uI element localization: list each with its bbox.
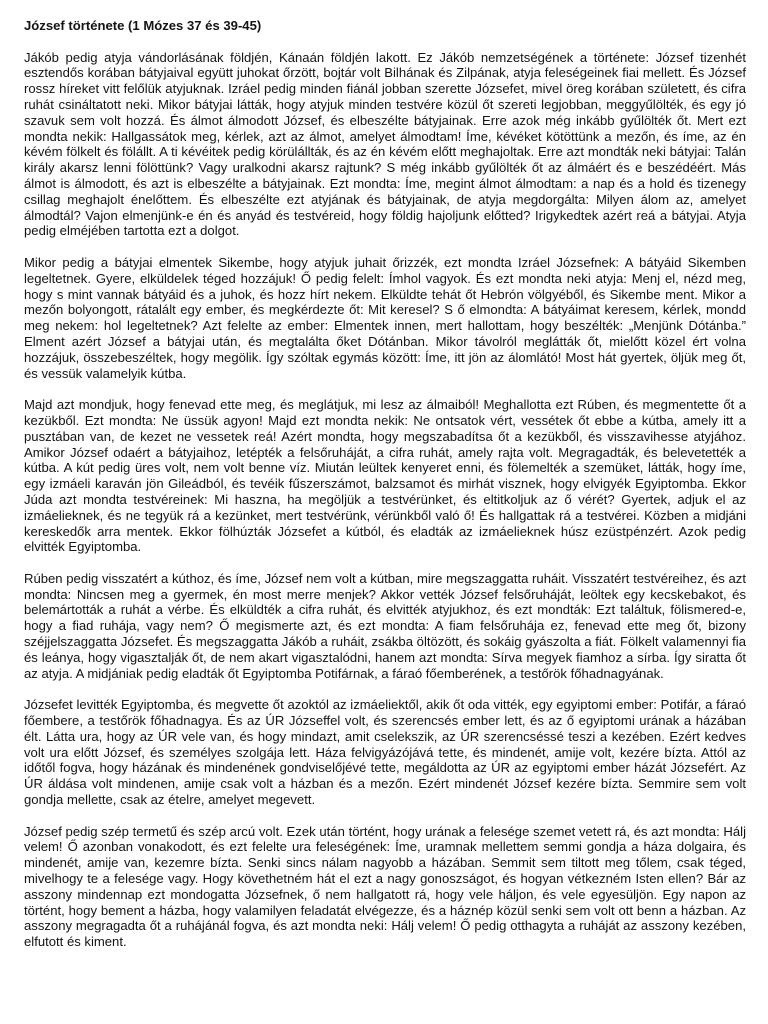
document-page <box>24 18 746 966</box>
paragraph-6: József pedig szép termetű és szép arcú volt. Ezek után történt, hogy urának a felesége szemet vetett rá, és azt mondta: Hálj velem! Ő azonban vonakodott, és ezt felelte ura feleségének: Íme, uramnak mellettem semmi gondja a háza dolgaira, és mindenét, amije van, kezemre bízta. Senki sincs nálam nagyobb a házában. Semmit sem tiltott meg tőlem, csak téged, mivelhogy te a felesége vagy. Hogy követhetném hát el ezt a nagy gonoszságot, és hogyan vétkezném Isten ellen? Bár az asszony mindennap ezt mondogatta Józsefnek, ő nem hallgatott rá, hogy vele háljon, és vele egyesüljön. Egy napon az történt, hogy bement a házba, hogy valamilyen feladatát elvégezze, és a háznép közül senki sem volt ott benn a házban. Az asszony megragadta őt a ruhájánál fogva, és azt mondta neki: Hálj velem! Ő pedig otthagyta a ruháját az asszony kezében, elfutott és kiment. <box>24 823 746 950</box>
paragraph-3: Majd azt mondjuk, hogy fenevad ette meg, és meglátjuk, mi lesz az álmaiból! Meghallotta ezt Rúben, és megmentette őt a kezükből. Ezt mondta: Ne üssük agyon! Majd ezt mondta nekik: Ne ontsatok vért, vessétek őt ebbe a kútba, amely itt a pusztában van, de kezet ne vessetek reá! Azért mondta, hogy megszabadítsa őt a kezükből, és visszavihesse atyjához. Amikor József odaért a bátyjaihoz, letépték a felsőruháját, a cifra ruhát, amely rajta volt. Megragadták, és belevetették a kútba. A kút pedig üres volt, nem volt benne víz. Miután leültek kenyeret enni, és fölemelték a szemüket, látták, hogy íme, egy izmáeli karaván jön Gileádból, és tevéik fűszerszámot, balzsamot és mirhát visznek, hogy elvigyék Egyiptomba. Ekkor Júda azt mondta testvéreinek: Mi haszna, ha megöljük a testvérünket, és eltitkoljuk az ő vérét? Gyertek, adjuk el az izmáelieknek, és ne tegyük rá a kezünket, mert testvérünk, vérünkből való ő! És hallgattak rá a testvérei. Közben a midjáni kereskedők arra mentek. Ekkor fölhúzták Józsefet a kútból, és eladták az izmáelieknek húsz ezüstpénzért. Azok pedig elvitték Egyiptomba. <box>24 397 746 555</box>
paragraph-1: Jákób pedig atyja vándorlásának földjén, Kánaán földjén lakott. Ez Jákób nemzetségének a története: József tizenhét esztendős korában bátyjaival együtt juhokat őrzött, bojtár volt Bilhának és Zilpának, atyja feleségeinek fiai mellett. És József rossz híreket vitt felőlük atyjuknak. Izráel pedig minden fiánál jobban szerette Józsefet, mivel öreg korában született, és cifra ruhát csináltatott neki. Mikor bátyjai látták, hogy atyjuk minden testvére közül őt szereti legjobban, meggyűlölték, és egy jó szavuk sem volt hozzá. És álmot álmodott József, és elbeszélte bátyjainak. Erre azok még inkább gyűlölték őt. Mert ezt mondta nekik: Hallgassátok meg, kérlek, azt az álmot, amelyet álmodtam! Íme, kévéket kötöttünk a mezőn, és íme, az én kévém fölkelt és fölállt. A ti kévéitek pedig körülállták, és az én kévém előtt meghajoltak. Erre azt mondták neki bátyjai: Talán király akarsz lenni fölöttünk? Vagy uralkodni akarsz rajtunk? S még inkább gyűlölték őt az álmáért és e beszédéért. Más álmot is álmodott, és azt is elbeszélte a bátyjainak. Ezt mondta: Íme, megint álmot álmodtam: a nap és a hold és tizenegy csillag meghajolt énelőttem. És elbeszélte ezt atyjának és bátyjainak, de atyja megdorgálta: Milyen álom az, amelyet álmodtál? Vajon elmenjünk-e én és anyád és testvéreid, hogy földig hajoljunk előtted? Irigykedtek azért reá a bátyjai. Atyja pedig elméjében tartotta ezt a dolgot. <box>24 49 746 239</box>
paragraph-2: Mikor pedig a bátyjai elmentek Sikembe, hogy atyjuk juhait őrizzék, ezt mondta Izráel Józsefnek: A bátyáid Sikemben legeltetnek. Gyere, elküldelek téged hozzájuk! Ő pedig felelt: Ímhol vagyok. És ezt mondta neki atyja: Menj el, nézd meg, hogy s mint vannak bátyáid és a juhok, és hozz hírt nekem. Elküldte tehát őt Hebrón völgyéből, és Sikembe ment. Mikor a mezőn bolyongott, rátalált egy ember, és megkérdezte őt: Mit keresel? S ő elmondta: A bátyáimat keresem, kérlek, mondd meg nekem: hol legeltetnek? Azt felelte az ember: Elmentek innen, mert hallottam, hogy beszélték: „Menjünk Dótánba.” Elment azért József a bátyjai után, és megtalálta őket Dótánban. Mikor távolról meglátták őt, mielőtt közel ért volna hozzájuk, összebeszéltek, hogy megölik. Így szóltak egymás között: Íme, itt jön az álomlátó! Most hát gyertek, öljük meg őt, és vessük valamelyik kútba. <box>24 254 746 381</box>
paragraph-4: Rúben pedig visszatért a kúthoz, és íme, József nem volt a kútban, mire megszaggatta ruháit. Visszatért testvéreihez, és azt mondta: Nincsen meg a gyermek, én most merre menjek? Akkor vették József felsőruháját, leöltek egy kecskebakot, és belemártották a ruhát a vérbe. És elküldték a cifra ruhát, és elvitték atyjukhoz, és ezt mondták: Ezt találtuk, fölismered-e, hogy a fiad ruhája, vagy nem? Ő megismerte azt, és ezt mondta: A fiam felsőruhája ez, fenevad ette meg őt, bizony széjjelszaggatta Józsefet. És megszaggatta Jákób a ruháit, zsákba öltözött, és sokáig gyászolta a fiát. Fölkelt valamennyi fia és leánya, hogy vigasztalják őt, de nem akart vigasztalódni, hanem azt mondta: Sírva megyek fiamhoz a sírba. Így siratta őt az atyja. A midjániak pedig eladták őt Egyiptomba Potifárnak, a fáraó főemberének, a testőrök főhadnagyának. <box>24 570 746 681</box>
document-title: József története (1 Mózes 37 és 39-45) <box>24 18 262 33</box>
paragraph-5: Józsefet levitték Egyiptomba, és megvette őt azoktól az izmáeliektől, akik őt oda vitték, egy egyiptomi ember: Potifár, a fáraó főembere, a testőrök főhadnagya. És az ÚR Józseffel volt, és szerencsés ember lett, és az ő egyiptomi urának a házában élt. Látta ura, hogy az ÚR vele van, és hogy mindazt, amit cselekszik, az ÚR szerencséssé teszi a kezében. Ezért kedves volt ura előtt József, és személyes szolgája lett. Háza felvigyázójává tette, és mindenét, amije volt, kezére bízta. Attól az időtől fogva, hogy házának és mindenének gondviselőjévé tette, megáldotta az ÚR az egyiptomi ember házát Józsefért. Az ÚR áldása volt mindenen, amije csak volt a házban és a mezőn. Ezért mindenét József kezére bízta. Semmire sem volt gondja mellette, csak az ételre, amelyet megevett. <box>24 697 746 808</box>
